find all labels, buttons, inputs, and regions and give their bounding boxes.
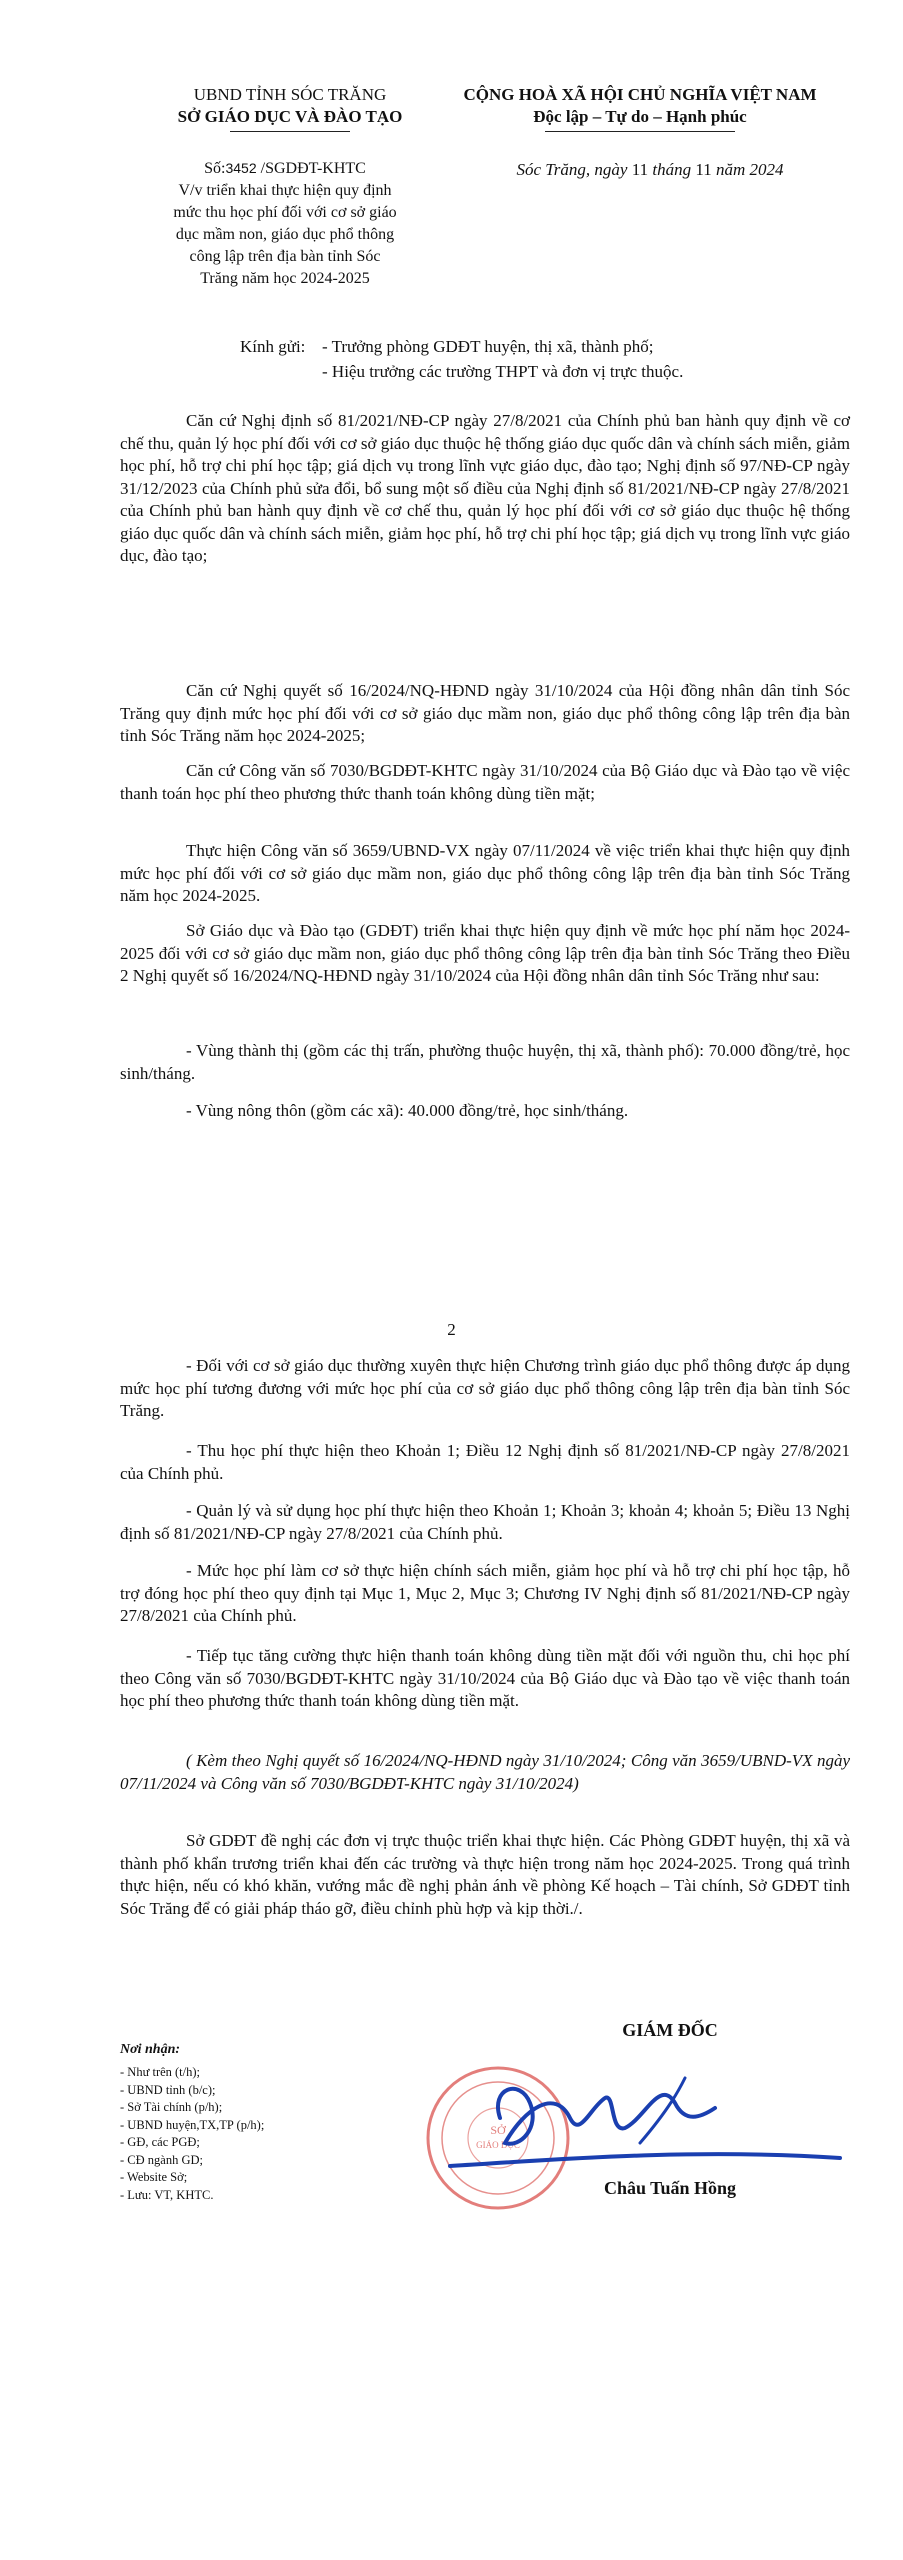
body-paragraph: - Vùng nông thôn (gồm các xã): 40.000 đồng/trẻ, học sinh/tháng.: [186, 1101, 629, 1120]
country-name: CỘNG HOÀ XÃ HỘI CHỦ NGHĨA VIỆT NAM: [463, 85, 817, 104]
salutation-label: Kính gửi:: [240, 337, 306, 356]
signer-name: Châu Tuấn Hồng: [603, 2178, 737, 2198]
subject-line: V/v triển khai thực hiện quy định: [178, 182, 392, 199]
date-day: 11: [631, 160, 649, 179]
handwritten-signature: [430, 2048, 850, 2178]
date-month: 11: [695, 160, 712, 179]
recipient-line: - Hiệu trưởng các trường THPT và đơn vị trực thuộc.: [322, 362, 684, 381]
agency-name: SỞ GIÁO DỤC VÀ ĐÀO TẠO: [177, 107, 403, 126]
page-number: 2: [447, 1320, 456, 1339]
national-motto: Độc lập – Tự do – Hạnh phúc: [533, 107, 747, 126]
body-paragraph: Căn cứ Công văn số 7030/BGDĐT-KHTC ngày 31/10/2024 của Bộ Giáo dục và Đào tạo về việc thanh toán học phí theo phương thức thanh toán không dùng tiền mặt;: [120, 761, 850, 803]
agency-underline: [230, 131, 350, 132]
recipient-item: - CĐ ngành GD;: [120, 2152, 203, 2167]
recipient-item: - Sở Tài chính (p/h);: [120, 2100, 223, 2114]
recipient-item: - UBND tỉnh (b/c);: [120, 2082, 216, 2097]
subject-line: mức thu học phí đối với cơ sở giáo: [173, 204, 397, 221]
national-title-block: [420, 84, 860, 132]
recipient-item: - Như trên (t/h);: [120, 2065, 201, 2079]
issuing-agency-block: [110, 84, 470, 132]
body-paragraph: - Thu học phí thực hiện theo Khoản 1; Điều 12 Nghị định số 81/2021/NĐ-CP ngày 27/8/2021 của Chính phủ.: [120, 1441, 850, 1483]
body-paragraph: Căn cứ Nghị quyết số 16/2024/NQ-HĐND ngày 31/10/2024 của Hội đồng nhân dân tỉnh Sóc Trăng quy định mức học phí đối với cơ sở giáo dục mầm non, giáo dục phổ thông công lập trên địa bàn tỉnh Sóc Trăng năm học 2024-2025;: [120, 681, 850, 745]
recipients-list: [120, 2064, 264, 2204]
recipient-line: - Trưởng phòng GDĐT huyện, thị xã, thành phố;: [322, 337, 654, 356]
body-paragraph: Căn cứ Nghị định số 81/2021/NĐ-CP ngày 27/8/2021 của Chính phủ ban hành quy định về cơ chế thu, quản lý học phí đối với cơ sở giáo dục thuộc hệ thống giáo dục quốc dân và chính sách miễn, giảm học phí, hỗ trợ chi phí học tập; giá dịch vụ trong lĩnh vực giáo dục, đào tạo; Nghị định số 97/NĐ-CP ngày 31/12/2023 của Chính phủ sửa đổi, bổ sung một số điều của Nghị định số 81/2021/NĐ-CP ngày 27/8/2021 của Chính phủ ban hành quy định về cơ chế thu, quản lý học phí đối với cơ sở giáo dục thuộc hệ thống giáo dục quốc dân và chính sách miễn, giảm học phí, hỗ trợ chi phí học tập; giá dịch vụ trong lĩnh vực giáo dục, đào tạo;: [120, 411, 850, 565]
attachment-note: ( Kèm theo Nghị quyết số 16/2024/NQ-HĐND ngày 31/10/2024; Công văn 3659/UBND-VX ngày 07/11/2024 và Công văn số 7030/BGDĐT-KHTC ngày 31/10/2024): [120, 1751, 850, 1793]
body-paragraph: - Tiếp tục tăng cường thực hiện thanh toán không dùng tiền mặt đối với nguồn thu, chi học phí theo Công văn số 7030/BGDĐT-KHTC ngày 31/10/2024 của Bộ Giáo dục và Đào tạo về việc thanh toán học phí theo phương thức thanh toán không dùng tiền mặt.: [120, 1646, 850, 1710]
doc-number-value: 3452: [225, 160, 257, 176]
body-paragraph: - Quản lý và sử dụng học phí thực hiện theo Khoản 1; Khoản 3; khoản 4; khoản 5; Điều 13 Nghị định số 81/2021/NĐ-CP ngày 27/8/2021 của Chính phủ.: [120, 1501, 850, 1543]
recipient-item: - UBND huyện,TX,TP (p/h);: [120, 2117, 265, 2132]
subject-line: Trăng năm học 2024-2025: [200, 270, 370, 287]
signer-title: GIÁM ĐỐC: [622, 2020, 718, 2040]
date-suffix: năm 2024: [711, 160, 784, 179]
recipients-title: Nơi nhận:: [120, 2042, 181, 2057]
body-paragraph: Sở Giáo dục và Đào tạo (GDĐT) triển khai thực hiện quy định về mức học phí năm học 2024-2025 đối với cơ sở giáo dục mầm non, giáo dục phổ thông công lập trên địa bàn tỉnh Sóc Trăng theo Điều 2 Nghị quyết số 16/2024/NQ-HĐND ngày 31/10/2024 của Hội đồng nhân dân tỉnh Sóc Trăng như sau:: [120, 921, 850, 985]
subject-block: [130, 180, 440, 290]
doc-number-suffix: /SGDĐT-KHTC: [256, 160, 366, 177]
date-mid: tháng: [648, 160, 696, 179]
subject-line: công lập trên địa bàn tỉnh Sóc: [189, 248, 381, 265]
parent-agency: UBND TỈNH SÓC TRĂNG: [193, 85, 387, 104]
issue-date: [450, 160, 850, 180]
body-paragraph: Thực hiện Công văn số 3659/UBND-VX ngày 07/11/2024 về việc triển khai thực hiện quy định mức học phí đối với cơ sở giáo dục mầm non, giáo dục phổ thông công lập trên địa bàn tỉnh Sóc Trăng năm học 2024-2025.: [120, 841, 850, 905]
recipient-item: - Website Sở;: [120, 2170, 188, 2184]
doc-number-prefix: Số:: [204, 160, 226, 177]
motto-underline: [545, 131, 735, 132]
closing-paragraph: Sở GDĐT đề nghị các đơn vị trực thuộc triển khai thực hiện. Các Phòng GDĐT huyện, thị xã và thành phố khẩn trương triển khai đến các trường và thực hiện trong năm học 2024-2025. Trong quá trình thực hiện, nếu có khó khăn, vướng mắc đề nghị phản ánh về phòng Kế hoạch – Tài chính, Sở GDĐT tỉnh Sóc Trăng để có giải pháp tháo gỡ, điều chỉnh phù hợp và kịp thời./.: [120, 1831, 850, 1918]
recipient-item: - Lưu: VT, KHTC.: [120, 2187, 214, 2202]
svg-text:GIÁO DỤC: GIÁO DỤC: [476, 2140, 520, 2150]
date-prefix: Sóc Trăng, ngày: [516, 160, 632, 179]
document-number: [130, 158, 440, 179]
body-paragraph: - Mức học phí làm cơ sở thực hiện chính sách miễn, giảm học phí và hỗ trợ chi phí học tập, hỗ trợ đóng học phí theo quy định tại Mục 1, Mục 2, Mục 3; Chương IV Nghị định số 81/2021/NĐ-CP ngày 27/8/2021 của Chính phủ.: [120, 1561, 850, 1625]
svg-text:SỞ: SỞ: [490, 2123, 506, 2137]
body-paragraph: - Vùng thành thị (gồm các thị trấn, phường thuộc huyện, thị xã, thành phố): 70.000 đồng/trẻ, học sinh/tháng.: [120, 1041, 850, 1083]
body-paragraph: - Đối với cơ sở giáo dục thường xuyên thực hiện Chương trình giáo dục phổ thông được áp dụng mức học phí tương đương với mức học phí của cơ sở giáo dục phổ thông công lập trên địa bàn tỉnh Sóc Trăng.: [120, 1356, 850, 1420]
recipient-item: - GĐ, các PGĐ;: [120, 2135, 200, 2149]
subject-line: dục mầm non, giáo dục phổ thông: [175, 226, 395, 243]
